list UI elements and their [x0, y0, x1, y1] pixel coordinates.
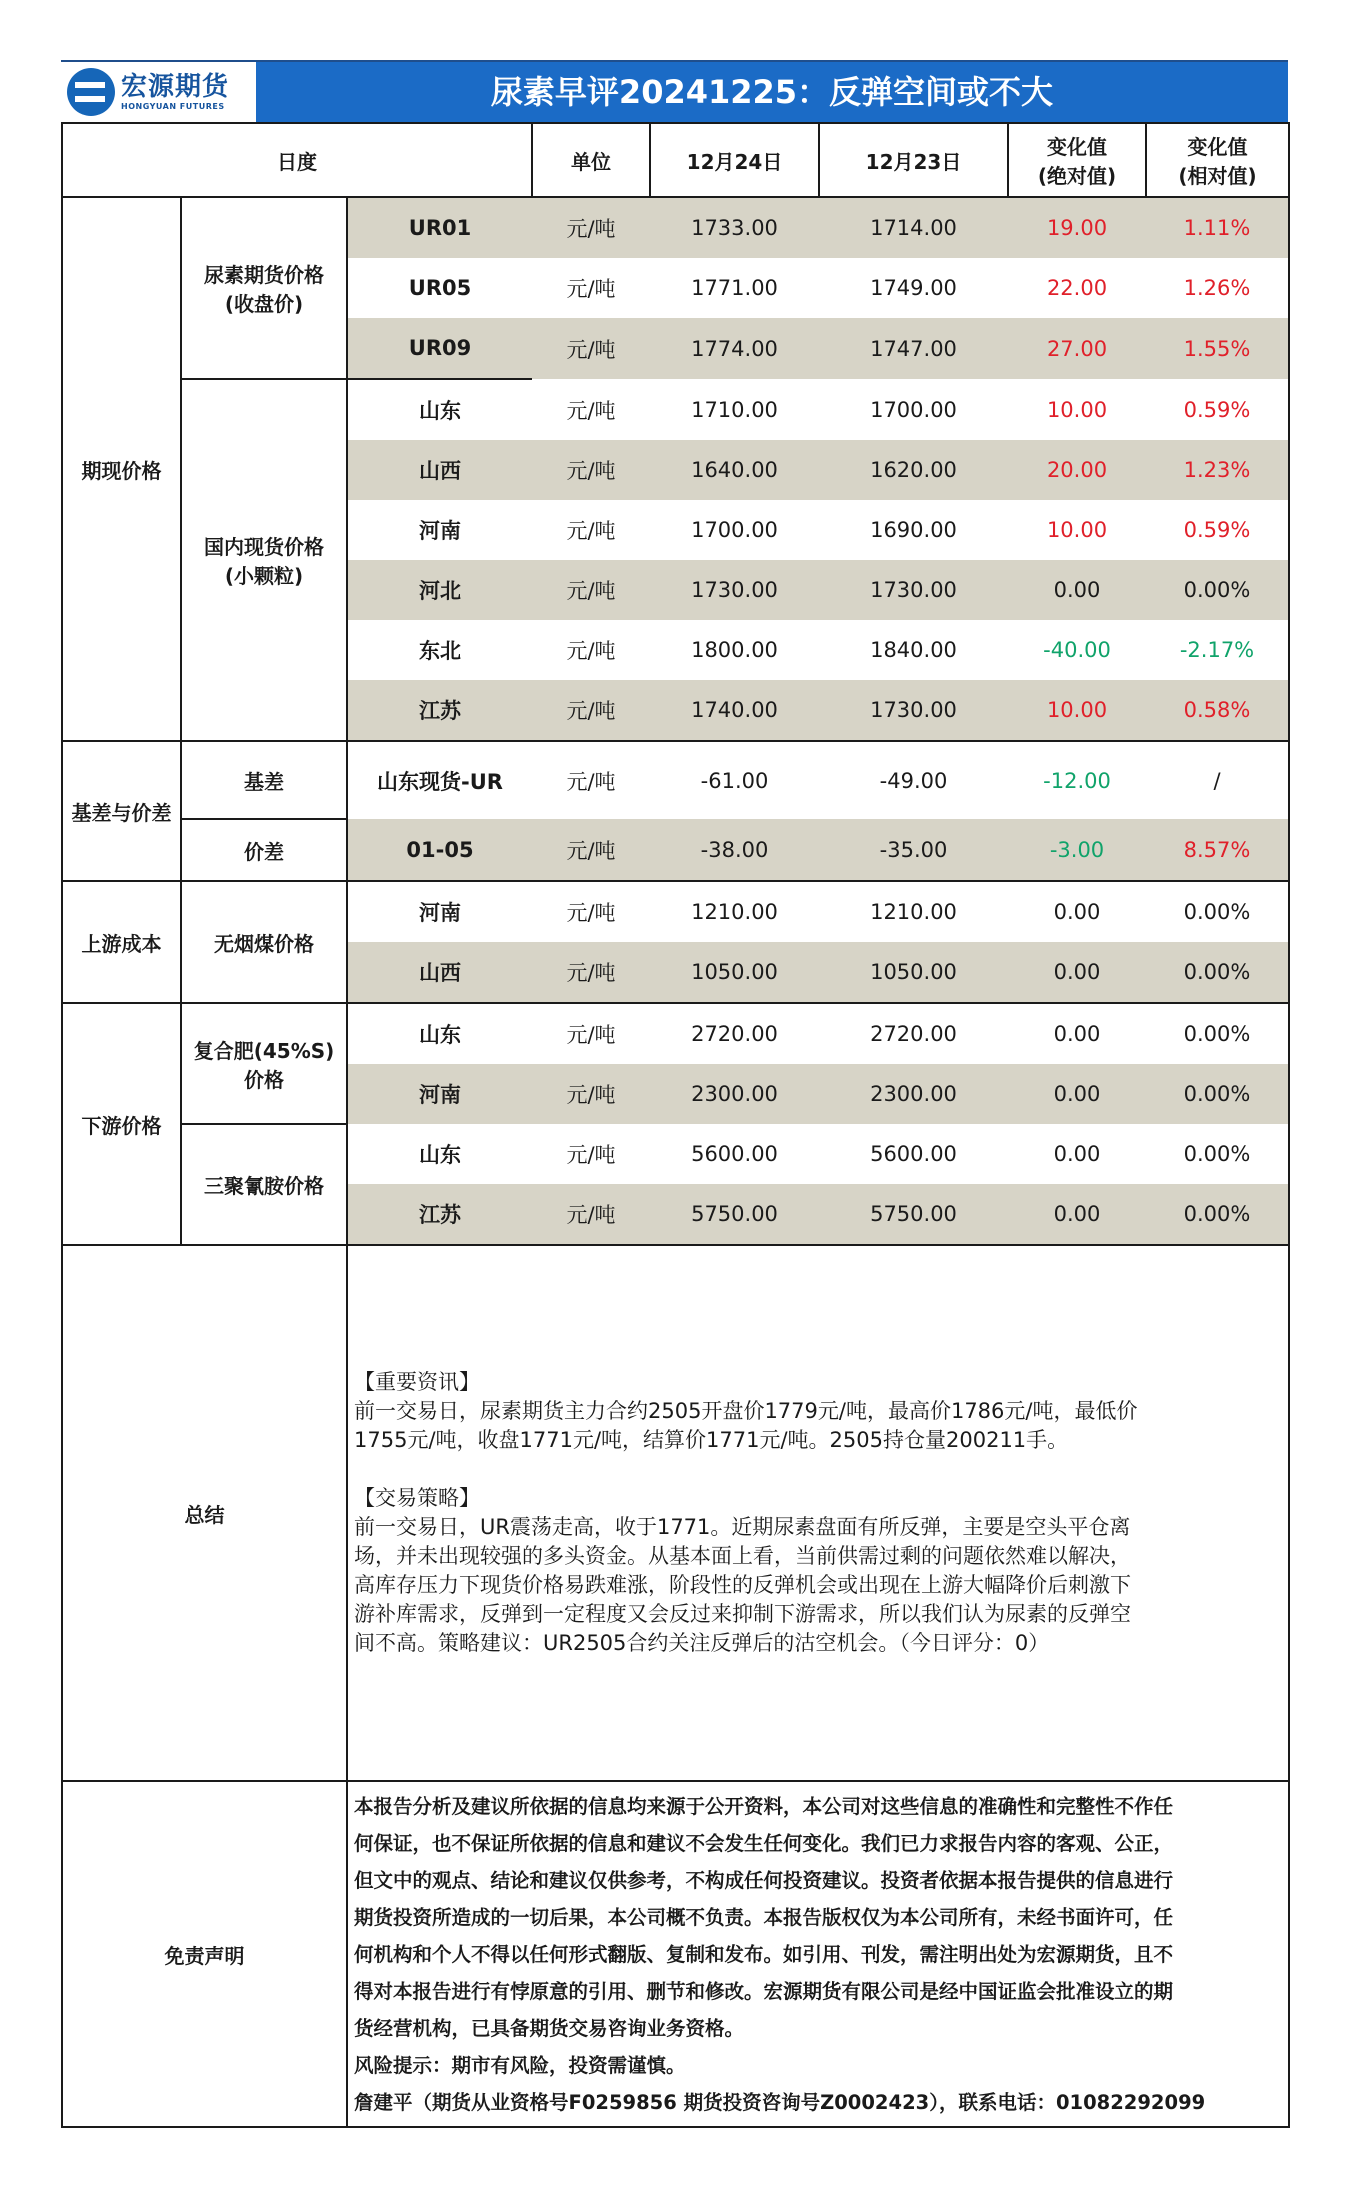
row-date2: 1210.00 — [870, 900, 957, 924]
group-spread: 价差 — [181, 819, 347, 881]
row-rel-change: -2.17% — [1146, 620, 1289, 680]
row-item: 东北 — [419, 639, 461, 663]
row-date1: 1740.00 — [650, 680, 819, 741]
row-unit: 元/吨 — [532, 197, 650, 258]
strategy-line: 场，并未出现较强的多头资金。从基本面上看，当前供需过剩的问题依然难以解决， — [354, 1544, 1131, 1568]
row-unit: 元/吨 — [532, 560, 650, 620]
row-date1: 5600.00 — [691, 1142, 778, 1166]
row-item: 山东现货-UR — [377, 769, 503, 794]
row-rel-change: 1.11% — [1146, 197, 1289, 258]
row-unit: 元/吨 — [566, 519, 616, 543]
row-date2: -49.00 — [879, 768, 948, 793]
brand-name-en: HONGYUAN FUTURES — [121, 102, 225, 111]
row-abs-change: 10.00 — [1046, 518, 1108, 542]
group-anthracite: 无烟煤价格 — [181, 881, 347, 1003]
header-dimension: 日度 — [62, 123, 532, 197]
row-abs-change: -12.00 — [1043, 768, 1111, 793]
header-rel-change: 变化值 (相对值) — [1146, 123, 1289, 197]
row-abs-change: 0.00 — [1008, 942, 1146, 1003]
row-item: 江苏 — [347, 680, 532, 741]
row-abs-change: 20.00 — [1008, 440, 1146, 500]
disclaimer-content — [347, 1781, 1289, 2127]
row-rel-change: 0.00% — [1146, 881, 1289, 942]
row-abs-change: -40.00 — [1043, 638, 1111, 662]
row-item: 山东 — [419, 1023, 461, 1047]
group-compound-fertilizer: 复合肥(45%S) 价格 — [181, 1003, 347, 1124]
header-date2: 12月23日 — [819, 123, 1008, 197]
row-date1: 1733.00 — [650, 197, 819, 258]
row-item: UR01 — [347, 197, 532, 258]
row-abs-change: -3.00 — [1008, 819, 1146, 881]
strategy-line: 高库存压力下现货价格易跌难涨，阶段性的反弹机会或出现在上游大幅降价后刺激下 — [354, 1573, 1131, 1597]
row-date2: 1620.00 — [819, 440, 1008, 500]
row-date1: 1050.00 — [650, 942, 819, 1003]
disclaimer-line: 货经营机构，已具备期货交易咨询业务资格。 — [354, 2016, 745, 2040]
row-rel-change: 0.00% — [1146, 560, 1289, 620]
group-basis: 基差 — [181, 741, 347, 819]
row-item: 河南 — [419, 901, 461, 925]
analyst-contact: 詹建平（期货从业资格号F0259856 期货投资咨询号Z0002423），联系电话：01082292099 — [354, 2090, 1206, 2114]
news-line: 1755元/吨，收盘1771元/吨，结算价1771元/吨。2505持仓量200211手。 — [354, 1428, 1069, 1452]
row-abs-change: 0.00 — [1008, 1184, 1146, 1245]
row-rel-change: 0.59% — [1146, 500, 1289, 560]
row-item: 河北 — [347, 560, 532, 620]
disclaimer-line: 得对本报告进行有悖原意的引用、删节和修改。宏源期货有限公司是经中国证监会批准设立的期 — [354, 1979, 1174, 2003]
group-futures-price: 尿素期货价格 (收盘价) — [181, 197, 347, 379]
row-rel-change: 0.00% — [1146, 1003, 1289, 1064]
header-row — [62, 123, 1289, 197]
disclaimer-label: 免责声明 — [62, 1781, 347, 2127]
row-item: 山东 — [419, 1143, 461, 1167]
row-date2: -35.00 — [819, 819, 1008, 881]
row-abs-change: 0.00 — [1053, 1142, 1101, 1166]
row-date1: 1700.00 — [691, 518, 778, 542]
row-rel-change: 0.59% — [1146, 379, 1289, 440]
report-sheet — [61, 60, 1288, 2128]
row-unit: 元/吨 — [532, 1184, 650, 1245]
row-rel-change: / — [1146, 741, 1289, 819]
group-spot-price: 国内现货价格 (小颗粒) — [181, 379, 347, 741]
disclaimer-line: 本报告分析及建议所依据的信息均来源于公开资料，本公司对这些信息的准确性和完整性不作任 — [354, 1794, 1174, 1818]
row-item: 河南 — [347, 1064, 532, 1124]
row-item: 山西 — [347, 942, 532, 1003]
row-date1: 1774.00 — [650, 318, 819, 379]
row-rel-change: 1.55% — [1146, 318, 1289, 379]
section-downstream: 下游价格 — [62, 1003, 181, 1245]
row-date2: 1690.00 — [870, 518, 957, 542]
row-unit: 元/吨 — [566, 398, 616, 423]
report-title: 尿素早评20241225：反弹空间或不大 — [256, 62, 1288, 122]
row-abs-change: 0.00 — [1053, 900, 1101, 924]
row-unit: 元/吨 — [532, 318, 650, 379]
header-unit: 单位 — [532, 123, 650, 197]
section-basis-spread: 基差与价差 — [62, 741, 181, 881]
logo-icon — [67, 68, 115, 116]
row-date1: 1771.00 — [691, 276, 778, 300]
row-date1: 5750.00 — [650, 1184, 819, 1245]
strategy-line: 游补库需求，反弹到一定程度又会反过来抑制下游需求，所以我们认为尿素的反弹空 — [354, 1602, 1131, 1626]
row-date1: 1640.00 — [650, 440, 819, 500]
title-bar — [61, 60, 1288, 122]
row-abs-change: 19.00 — [1008, 197, 1146, 258]
row-unit: 元/吨 — [532, 1064, 650, 1124]
news-line: 前一交易日，尿素期货主力合约2505开盘价1779元/吨，最高价1786元/吨，最低价 — [354, 1399, 1138, 1423]
row-rel-change: 0.00% — [1146, 942, 1289, 1003]
row-date1: 1730.00 — [650, 560, 819, 620]
row-item: 河南 — [419, 519, 461, 543]
row-date2: 2300.00 — [819, 1064, 1008, 1124]
row-abs-change: 10.00 — [1046, 397, 1108, 422]
news-heading: 【重要资讯】 — [354, 1370, 480, 1394]
row-date2: 5600.00 — [870, 1142, 957, 1166]
section-upstream: 上游成本 — [62, 881, 181, 1003]
summary-content — [347, 1245, 1289, 1781]
row-date2: 1700.00 — [870, 397, 957, 422]
strategy-line: 前一交易日，UR震荡走高，收于1771。近期尿素盘面有所反弹，主要是空头平仓离 — [354, 1515, 1131, 1539]
row-date2: 1749.00 — [870, 276, 957, 300]
row-unit: 元/吨 — [532, 819, 650, 881]
disclaimer-line: 何保证，也不保证所依据的信息和建议不会发生任何变化。我们已力求报告内容的客观、公正， — [354, 1831, 1174, 1855]
row-item: UR09 — [347, 318, 532, 379]
row-unit: 元/吨 — [566, 769, 616, 794]
row-date2: 5750.00 — [819, 1184, 1008, 1245]
row-date2: 1050.00 — [819, 942, 1008, 1003]
row-rel-change: 8.57% — [1146, 819, 1289, 881]
row-date1: 1710.00 — [691, 397, 778, 422]
row-item: 山东 — [419, 399, 461, 423]
row-unit: 元/吨 — [566, 639, 616, 663]
brand-name-cn: 宏源期货 — [121, 72, 230, 102]
row-abs-change: 10.00 — [1008, 680, 1146, 741]
row-unit: 元/吨 — [532, 942, 650, 1003]
row-date2: 1840.00 — [870, 638, 957, 662]
row-date2: 1747.00 — [819, 318, 1008, 379]
strategy-line: 间不高。策略建议：UR2505合约关注反弹后的沽空机会。（今日评分：0） — [354, 1631, 1050, 1655]
section-spot-futures: 期现价格 — [62, 197, 181, 741]
row-rel-change: 0.58% — [1146, 680, 1289, 741]
row-abs-change: 27.00 — [1008, 318, 1146, 379]
disclaimer-line: 但文中的观点、结论和建议仅供参考，不构成任何投资建议。投资者依据本报告提供的信息进行 — [354, 1868, 1174, 1892]
row-abs-change: 0.00 — [1008, 1064, 1146, 1124]
row-item: 山西 — [347, 440, 532, 500]
row-date1: -61.00 — [700, 768, 769, 793]
row-rel-change: 1.26% — [1146, 258, 1289, 318]
row-item: 01-05 — [347, 819, 532, 881]
row-abs-change: 0.00 — [1008, 560, 1146, 620]
disclaimer-line: 何机构和个人不得以任何形式翻版、复制和发布。如引用、刊发，需注明出处为宏源期货，且不 — [354, 1942, 1174, 1966]
group-melamine: 三聚氰胺价格 — [181, 1124, 347, 1245]
brand-logo — [61, 62, 256, 122]
row-date1: 2720.00 — [691, 1022, 778, 1046]
row-date1: 2300.00 — [650, 1064, 819, 1124]
row-rel-change: 0.00% — [1146, 1064, 1289, 1124]
row-date2: 1714.00 — [819, 197, 1008, 258]
risk-notice: 风险提示：期市有风险，投资需谨慎。 — [354, 2053, 686, 2077]
row-unit: 元/吨 — [566, 277, 616, 301]
row-date1: 1800.00 — [691, 638, 778, 662]
summary-label: 总结 — [62, 1245, 347, 1781]
row-rel-change: 1.23% — [1146, 440, 1289, 500]
row-unit: 元/吨 — [532, 440, 650, 500]
row-unit: 元/吨 — [566, 1023, 616, 1047]
row-date1: -38.00 — [650, 819, 819, 881]
header-date1: 12月24日 — [650, 123, 819, 197]
price-table — [61, 122, 1290, 2128]
row-unit: 元/吨 — [532, 680, 650, 741]
row-date2: 2720.00 — [870, 1022, 957, 1046]
row-abs-change: 22.00 — [1046, 276, 1108, 300]
row-item: UR05 — [408, 276, 472, 300]
row-date2: 1730.00 — [819, 680, 1008, 741]
row-rel-change: 0.00% — [1146, 1124, 1289, 1184]
row-unit: 元/吨 — [566, 901, 616, 925]
row-rel-change: 0.00% — [1146, 1184, 1289, 1245]
row-unit: 元/吨 — [566, 1143, 616, 1167]
row-abs-change: 0.00 — [1053, 1022, 1101, 1046]
header-abs-change: 变化值 (绝对值) — [1008, 123, 1146, 197]
row-date2: 1730.00 — [819, 560, 1008, 620]
row-item: 江苏 — [347, 1184, 532, 1245]
disclaimer-line: 期货投资所造成的一切后果，本公司概不负责。本报告版权仅为本公司所有，未经书面许可，任 — [354, 1905, 1174, 1929]
row-date1: 1210.00 — [691, 900, 778, 924]
strategy-heading: 【交易策略】 — [354, 1486, 480, 1510]
